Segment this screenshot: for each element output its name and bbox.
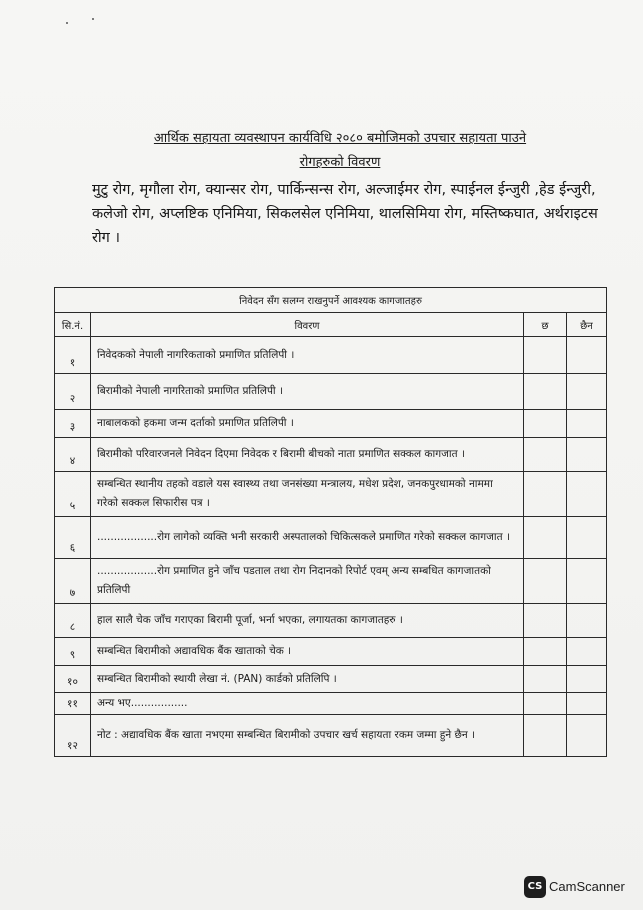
row-yes-cell[interactable] — [524, 693, 567, 715]
header-no: छैन — [567, 313, 607, 337]
table-row — [55, 715, 607, 757]
row-description: बिरामीको परिवारजनले निवेदन दिएमा निवेदक र बिरामी बीचको नाता प्रमाणित सक्कल कागजात । — [91, 438, 524, 472]
camscanner-watermark: CamScanner — [549, 879, 625, 894]
row-description: अन्य भए................. — [91, 693, 524, 715]
row-no-cell[interactable] — [567, 638, 607, 666]
row-serial: ९ — [55, 638, 91, 666]
row-serial: ६ — [55, 517, 91, 559]
table-row — [55, 666, 607, 693]
row-description: हाल सालै चेक जाँच गराएका बिरामी पूर्जा, भर्ना भएका, लगायतका कागजातहरु । — [91, 604, 524, 638]
row-description: सम्बन्धित बिरामीको स्थायी लेखा नं. (PAN) कार्डको प्रतिलिपि । — [91, 666, 524, 693]
heading-line-1: आर्थिक सहायता व्यवस्थापन कार्यविधि २०८० बमोजिमको उपचार सहायता पाउने — [153, 131, 527, 146]
row-description: निवेदकको नेपाली नागरिकताको प्रमाणित प्रतिलिपी । — [91, 337, 524, 374]
table-row — [55, 638, 607, 666]
row-no-cell[interactable] — [567, 666, 607, 693]
heading-line-2: रोगहरुको विवरण — [299, 155, 381, 170]
row-serial: १ — [55, 337, 91, 374]
row-yes-cell[interactable] — [524, 604, 567, 638]
row-serial: २ — [55, 374, 91, 410]
row-description: सम्बन्धित स्थानीय तहको वडाले यस स्वास्थ्य तथा जनसंख्या मन्त्रालय, मधेश प्रदेश, जनकपुरधामको नाममा गरेको सक्कल सिफारीस पत्र । — [91, 472, 524, 517]
row-serial: १२ — [55, 715, 91, 757]
header-description: विवरण — [91, 313, 524, 337]
table-row — [55, 438, 607, 472]
row-description: नाबालकको हकमा जन्म दर्ताको प्रमाणित प्रतिलिपी । — [91, 410, 524, 438]
row-yes-cell[interactable] — [524, 472, 567, 517]
disease-list: मुटु रोग, मृगौला रोग, क्यान्सर रोग, पार्किन्सन्स रोग, अल्जाईमर रोग, स्पाईनल ईन्जुरी ,हेड ईन्जुरी, कलेजो रोग, अप्लष्टिक एनिमिया, सिकलसेल एनिमिया, थालसिमिया रोग, मस्तिष्कघात, अर्थराइटस रोग । — [92, 182, 598, 246]
row-yes-cell[interactable] — [524, 410, 567, 438]
row-yes-cell[interactable] — [524, 517, 567, 559]
row-serial: १० — [55, 666, 91, 693]
row-yes-cell[interactable] — [524, 374, 567, 410]
table-row — [55, 337, 607, 374]
row-description: ..................रोग लागेको व्यक्ति भनी सरकारी अस्पतालको चिकित्सकले प्रमाणित गरेको सक्कल कागजात । — [91, 517, 524, 559]
row-no-cell[interactable] — [567, 559, 607, 604]
table-row — [55, 472, 607, 517]
table-row — [55, 517, 607, 559]
scan-speck — [92, 18, 94, 20]
row-no-cell[interactable] — [567, 438, 607, 472]
table-row — [55, 410, 607, 438]
row-no-cell[interactable] — [567, 472, 607, 517]
row-serial: ३ — [55, 410, 91, 438]
row-no-cell[interactable] — [567, 410, 607, 438]
row-yes-cell[interactable] — [524, 559, 567, 604]
row-description: सम्बन्धित बिरामीको अद्यावधिक बैंक खाताको चेक । — [91, 638, 524, 666]
camscanner-logo-icon: CS — [524, 876, 546, 898]
row-yes-cell[interactable] — [524, 715, 567, 757]
scan-speck — [66, 22, 68, 24]
row-serial: ११ — [55, 693, 91, 715]
table-row — [55, 374, 607, 410]
row-yes-cell[interactable] — [524, 438, 567, 472]
table-row — [55, 604, 607, 638]
table-row — [55, 693, 607, 715]
row-yes-cell[interactable] — [524, 337, 567, 374]
row-no-cell[interactable] — [567, 604, 607, 638]
row-no-cell[interactable] — [567, 715, 607, 757]
row-no-cell[interactable] — [567, 374, 607, 410]
header-yes: छ — [524, 313, 567, 337]
table-row — [55, 559, 607, 604]
row-serial: ४ — [55, 438, 91, 472]
row-yes-cell[interactable] — [524, 666, 567, 693]
row-description: बिरामीको नेपाली नागरिताको प्रमाणित प्रतिलिपी । — [91, 374, 524, 410]
header-serial: सि.नं. — [55, 313, 91, 337]
row-description: ..................रोग प्रमाणित हुने जाँच पडताल तथा रोग निदानको रिपोर्ट एवम् अन्य सम्बधित कागजातको प्रतिलिपी — [91, 559, 524, 604]
row-serial: ५ — [55, 472, 91, 517]
row-serial: ७ — [55, 559, 91, 604]
table-caption: निवेदन सँग सलग्न राखनुपर्ने आवश्यक कागजातहरु — [55, 288, 607, 313]
row-serial: ८ — [55, 604, 91, 638]
row-no-cell[interactable] — [567, 337, 607, 374]
requirements-table — [54, 287, 607, 757]
row-description: नोट : अद्यावधिक बैंक खाता नभएमा सम्बन्धित बिरामीको उपचार खर्च सहायता रकम जम्मा हुने छैन । — [91, 715, 524, 757]
row-no-cell[interactable] — [567, 693, 607, 715]
row-no-cell[interactable] — [567, 517, 607, 559]
row-yes-cell[interactable] — [524, 638, 567, 666]
